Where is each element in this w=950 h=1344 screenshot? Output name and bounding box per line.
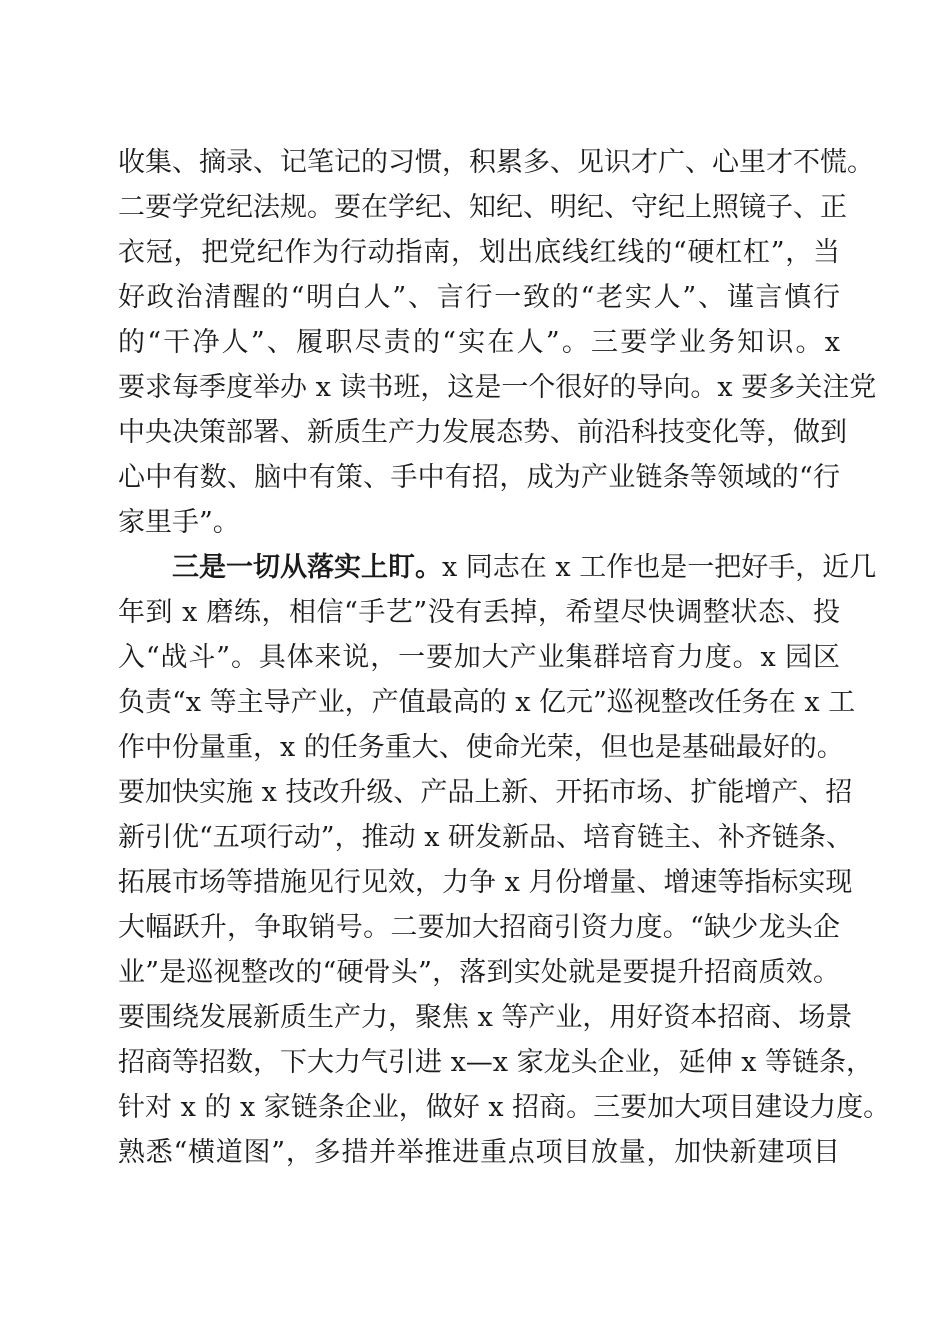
- text-line: 负责“x 等主导产业，产值最高的 x 亿元”巡视整改任务在 x 工: [118, 687, 856, 718]
- text-line: 好政治清醒的“明白人”、言行一致的“老实人”、谨言慎行: [118, 282, 840, 313]
- text-line: 要加快实施 x 技改升级、产品上新、开拓市场、扩能增产、招: [118, 777, 853, 808]
- text-line: 年到 x 磨练，相信“手艺”没有丢掉，希望尽快调整状态、投: [118, 597, 840, 628]
- text-line: 收集、摘录、记笔记的习惯，积累多、见识才广、心里才不慌。: [118, 147, 874, 178]
- text-line: 的“干净人”、履职尽责的“实在人”。三要学业务知识。x: [118, 327, 840, 358]
- text-line: 心中有数、脑中有策、手中有招，成为产业链条等领域的“行: [118, 462, 840, 493]
- text-line: 衣冠，把党纪作为行动指南，划出底线红线的“硬杠杠”，当: [118, 237, 840, 268]
- text-line: 入“战斗”。具体来说，一要加大产业集群培育力度。x 园区: [118, 642, 840, 673]
- text-line: 作中份量重，x 的任务重大、使命光荣，但也是基础最好的。: [118, 732, 844, 763]
- text-line: 新引优“五项行动”，推动 x 研发新品、培育链主、补齐链条、: [118, 822, 853, 853]
- text-line: 业”是巡视整改的“硬骨头”，落到实处就是要提升招商质效。: [118, 957, 840, 988]
- section-heading: 三是一切从落实上盯。: [172, 552, 442, 583]
- text-line: 熟悉“横道图”，多措并举推进重点项目放量，加快新建项目: [118, 1137, 840, 1168]
- text-line: 家里手”。: [118, 507, 240, 538]
- text-line: 中央决策部署、新质生产力发展态势、前沿科技变化等，做到: [118, 417, 847, 448]
- text-line: 要求每季度举办 x 读书班，这是一个很好的导向。x 要多关注党: [118, 372, 877, 403]
- text-line: 大幅跃升，争取销号。二要加大招商引资力度。“缺少龙头企: [118, 912, 840, 943]
- text-line: 招商等招数，下大力气引进 x—x 家龙头企业，延伸 x 等链条，: [118, 1047, 874, 1078]
- text-segment: x 同志在 x 工作也是一把好手，近几: [442, 552, 877, 583]
- text-line: 二要学党纪法规。要在学纪、知纪、明纪、守纪上照镜子、正: [118, 192, 847, 223]
- text-line: 拓展市场等措施见行见效，力争 x 月份增量、增速等指标实现: [118, 867, 853, 898]
- paragraph-first-line: [172, 546, 877, 590]
- text-line: 针对 x 的 x 家链条企业，做好 x 招商。三要加大项目建设力度。: [118, 1092, 891, 1123]
- text-line: 要围绕发展新质生产力，聚焦 x 等产业，用好资本招商、场景: [118, 1002, 853, 1033]
